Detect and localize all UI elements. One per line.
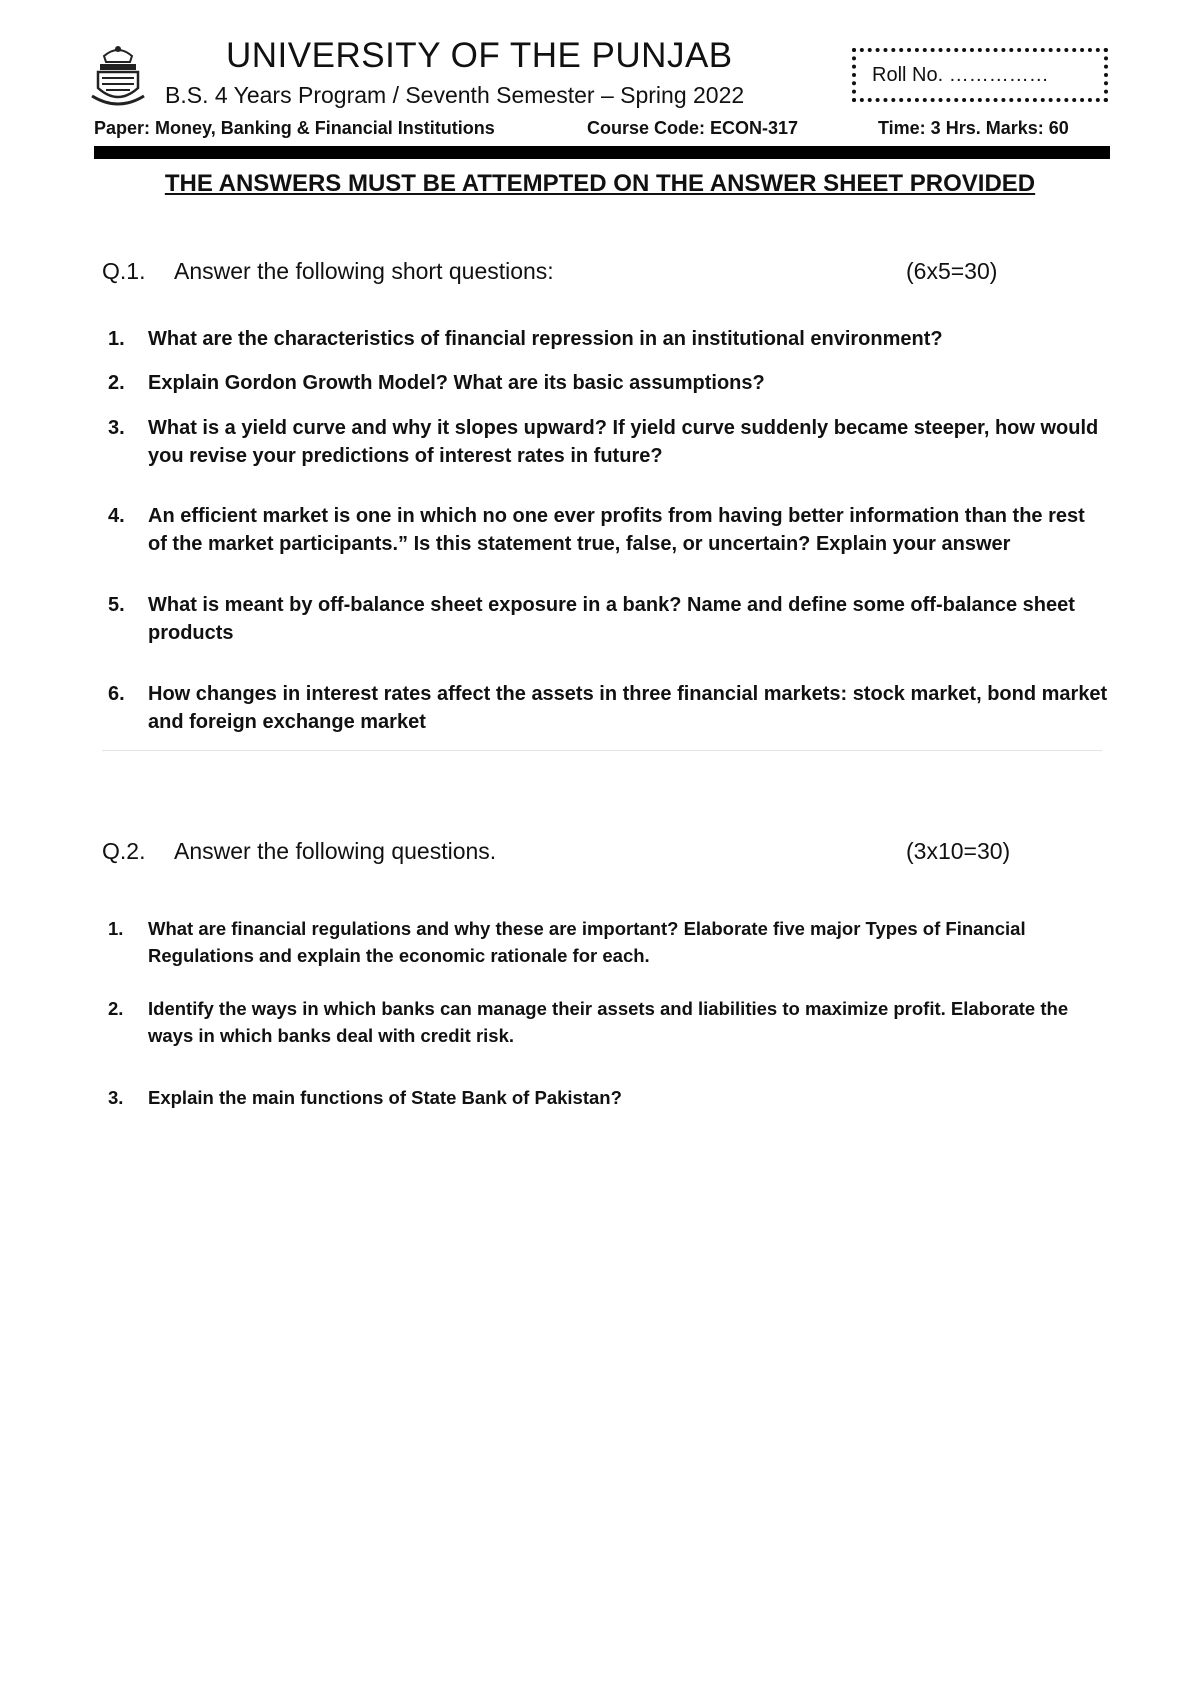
section-divider	[102, 750, 1102, 751]
program-line: B.S. 4 Years Program / Seventh Semester – Spring 2022	[165, 82, 745, 108]
list-item	[108, 995, 1108, 1049]
list-item	[108, 591, 1108, 647]
item-number: 2.	[108, 372, 125, 394]
list-item	[108, 1084, 1108, 1111]
item-text: What is a yield curve and why it slopes upward? If yield curve suddenly became steeper, how would you revise your predictions of interest rates in future?	[148, 417, 1099, 467]
roll-number-box	[852, 48, 1108, 102]
item-number: 1.	[108, 918, 124, 939]
roll-number-label: Roll No. ……………	[872, 64, 1049, 86]
item-text: Explain Gordon Growth Model? What are its basic assumptions?	[148, 372, 765, 394]
q1-title: Answer the following short questions:	[174, 258, 554, 284]
item-number: 3.	[108, 417, 125, 439]
item-text: What are the characteristics of financial repression in an institutional environment?	[148, 328, 943, 350]
q1-marks: (6x5=30)	[906, 258, 998, 284]
q2-marks: (3x10=30)	[906, 838, 1011, 864]
list-item	[108, 414, 1108, 470]
paper-title: Paper: Money, Banking & Financial Institutions	[94, 118, 495, 138]
instruction-banner: THE ANSWERS MUST BE ATTEMPTED ON THE ANSWER SHEET PROVIDED	[164, 170, 1036, 197]
item-number: 2.	[108, 998, 124, 1019]
item-text: Identify the ways in which banks can manage their assets and liabilities to maximize profit. Elaborate the ways in which banks deal with credit risk.	[148, 998, 1069, 1046]
list-item	[108, 915, 1108, 969]
q1-heading	[102, 258, 554, 285]
list-item	[108, 502, 1108, 558]
item-number: 5.	[108, 594, 125, 616]
item-text: An efficient market is one in which no one ever profits from having better information than the rest of the market participants.” Is this statement true, false, or uncertain? Explain your answer	[148, 505, 1085, 555]
list-item	[108, 325, 1108, 353]
q1-number: Q.1.	[102, 258, 146, 284]
university-crest-icon	[90, 42, 146, 110]
item-text: Explain the main functions of State Bank of Pakistan?	[148, 1087, 622, 1108]
header-divider	[94, 146, 1110, 159]
list-item	[108, 369, 1108, 397]
q2-title: Answer the following questions.	[174, 838, 497, 864]
time-and-marks: Time: 3 Hrs. Marks: 60	[878, 118, 1069, 138]
course-code: Course Code: ECON-317	[587, 118, 799, 138]
q2-number: Q.2.	[102, 838, 146, 864]
q2-heading	[102, 838, 496, 865]
list-item	[108, 680, 1108, 736]
item-number: 1.	[108, 328, 125, 350]
item-text: How changes in interest rates affect the assets in three financial markets: stock market, bond market and foreign exchange market	[148, 683, 1108, 733]
item-number: 6.	[108, 683, 125, 705]
university-title: UNIVERSITY OF THE PUNJAB	[226, 36, 733, 75]
item-number: 4.	[108, 505, 125, 527]
item-text: What are financial regulations and why these are important? Elaborate five major Types of Financial Regulations and explain the economic rationale for each.	[148, 918, 1026, 966]
item-text: What is meant by off-balance sheet exposure in a bank? Name and define some off-balance sheet products	[148, 594, 1075, 644]
item-number: 3.	[108, 1087, 124, 1108]
